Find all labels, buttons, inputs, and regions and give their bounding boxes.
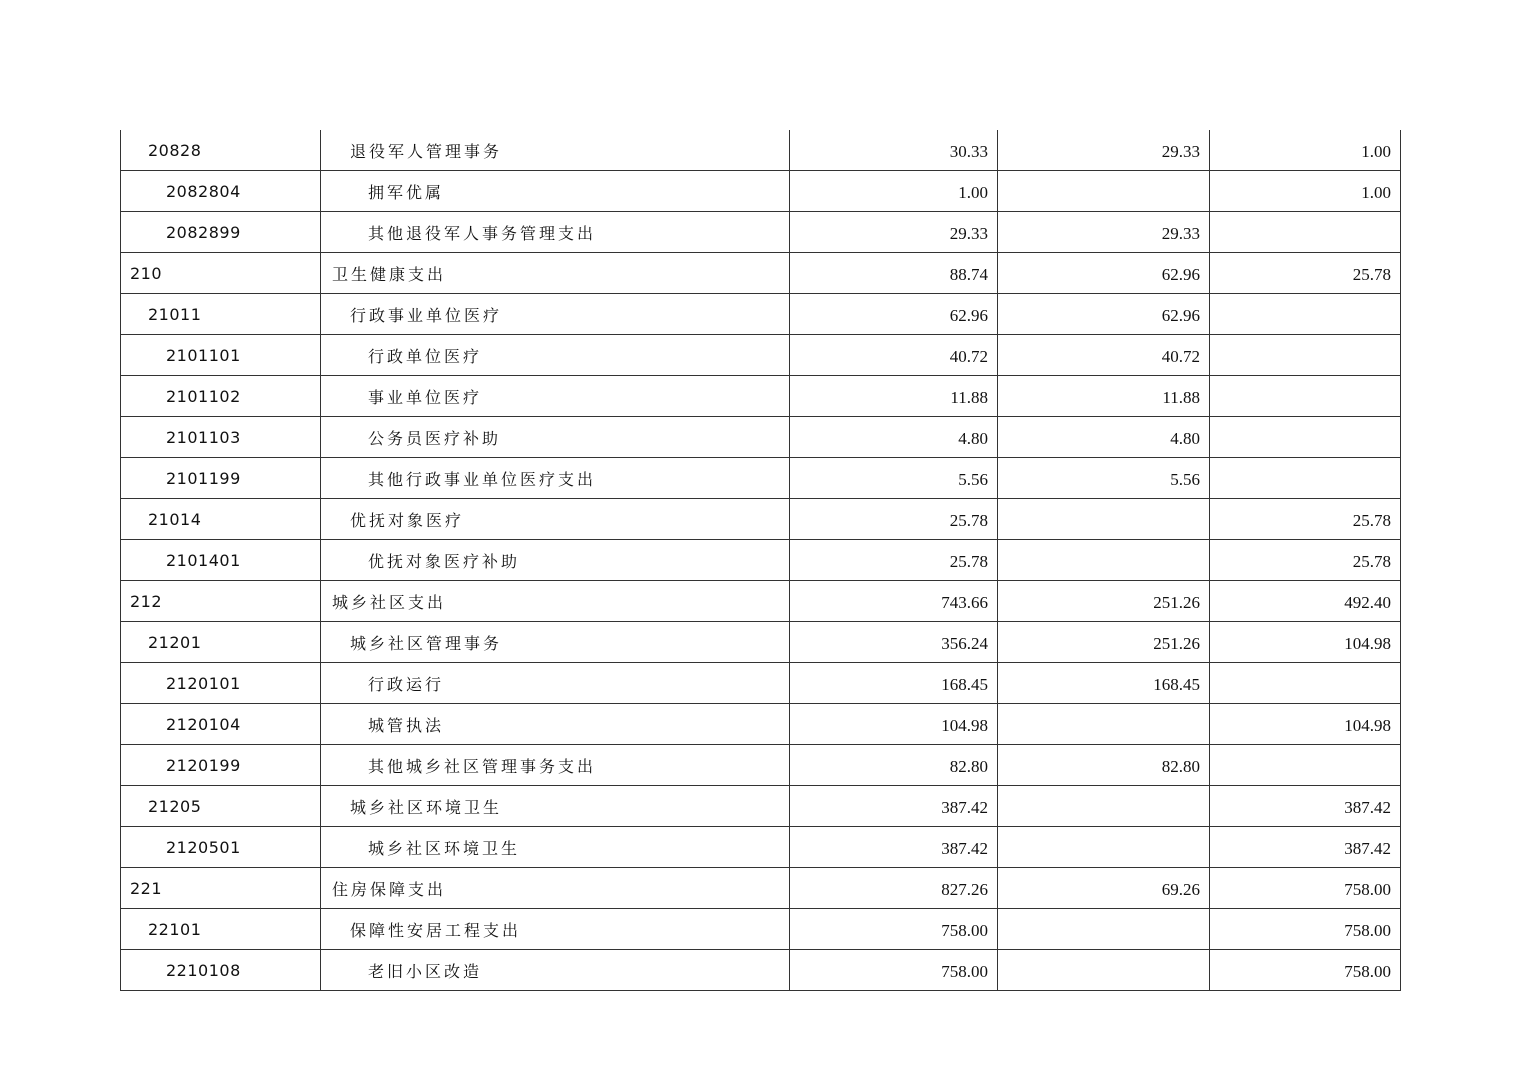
- project-expenditure-cell: 104.98: [1210, 704, 1401, 745]
- total-amount-cell: 104.98: [790, 704, 998, 745]
- project-expenditure-cell: [1210, 212, 1401, 253]
- total-amount-cell: 827.26: [790, 868, 998, 909]
- table-row: [121, 212, 1401, 253]
- basic-expenditure-cell: 69.26: [998, 868, 1210, 909]
- account-code-cell: 21201: [121, 622, 321, 663]
- table-row: [121, 704, 1401, 745]
- project-expenditure-cell: 387.42: [1210, 786, 1401, 827]
- project-expenditure-cell: [1210, 335, 1401, 376]
- table-row: [121, 130, 1401, 171]
- basic-expenditure-cell: 62.96: [998, 294, 1210, 335]
- total-amount-cell: 758.00: [790, 950, 998, 991]
- basic-expenditure-cell: 251.26: [998, 581, 1210, 622]
- basic-expenditure-cell: 11.88: [998, 376, 1210, 417]
- table-row: [121, 581, 1401, 622]
- table-row: [121, 622, 1401, 663]
- project-expenditure-cell: [1210, 663, 1401, 704]
- project-expenditure-cell: 758.00: [1210, 909, 1401, 950]
- table-row: [121, 827, 1401, 868]
- project-expenditure-cell: [1210, 417, 1401, 458]
- table-row: [121, 376, 1401, 417]
- total-amount-cell: 387.42: [790, 827, 998, 868]
- project-expenditure-cell: 1.00: [1210, 171, 1401, 212]
- project-expenditure-cell: 758.00: [1210, 950, 1401, 991]
- account-name-cell: 退役军人管理事务: [321, 130, 790, 171]
- account-name-cell: 其他城乡社区管理事务支出: [321, 745, 790, 786]
- basic-expenditure-cell: 251.26: [998, 622, 1210, 663]
- account-code-cell: 21205: [121, 786, 321, 827]
- budget-table-page: [120, 130, 1400, 991]
- account-code-cell: 2120199: [121, 745, 321, 786]
- table-row: [121, 417, 1401, 458]
- account-name-cell: 城管执法: [321, 704, 790, 745]
- account-code-cell: 2210108: [121, 950, 321, 991]
- basic-expenditure-cell: 29.33: [998, 130, 1210, 171]
- table-row: [121, 335, 1401, 376]
- account-code-cell: 2120101: [121, 663, 321, 704]
- table-row: [121, 745, 1401, 786]
- account-code-cell: 2101401: [121, 540, 321, 581]
- account-code-cell: 22101: [121, 909, 321, 950]
- account-name-cell: 住房保障支出: [321, 868, 790, 909]
- total-amount-cell: 29.33: [790, 212, 998, 253]
- total-amount-cell: 387.42: [790, 786, 998, 827]
- project-expenditure-cell: 758.00: [1210, 868, 1401, 909]
- project-expenditure-cell: [1210, 376, 1401, 417]
- basic-expenditure-cell: [998, 171, 1210, 212]
- total-amount-cell: 356.24: [790, 622, 998, 663]
- basic-expenditure-cell: 168.45: [998, 663, 1210, 704]
- total-amount-cell: 743.66: [790, 581, 998, 622]
- account-code-cell: 21014: [121, 499, 321, 540]
- project-expenditure-cell: [1210, 294, 1401, 335]
- total-amount-cell: 11.88: [790, 376, 998, 417]
- account-name-cell: 其他行政事业单位医疗支出: [321, 458, 790, 499]
- basic-expenditure-cell: [998, 909, 1210, 950]
- basic-expenditure-cell: [998, 827, 1210, 868]
- account-name-cell: 城乡社区支出: [321, 581, 790, 622]
- account-code-cell: 2101103: [121, 417, 321, 458]
- account-name-cell: 卫生健康支出: [321, 253, 790, 294]
- account-code-cell: 2101199: [121, 458, 321, 499]
- account-name-cell: 城乡社区环境卫生: [321, 827, 790, 868]
- basic-expenditure-cell: [998, 950, 1210, 991]
- account-name-cell: 保障性安居工程支出: [321, 909, 790, 950]
- account-code-cell: 2120104: [121, 704, 321, 745]
- basic-expenditure-cell: [998, 704, 1210, 745]
- project-expenditure-cell: 492.40: [1210, 581, 1401, 622]
- project-expenditure-cell: 25.78: [1210, 253, 1401, 294]
- total-amount-cell: 5.56: [790, 458, 998, 499]
- basic-expenditure-cell: 62.96: [998, 253, 1210, 294]
- account-name-cell: 优抚对象医疗: [321, 499, 790, 540]
- account-name-cell: 其他退役军人事务管理支出: [321, 212, 790, 253]
- total-amount-cell: 62.96: [790, 294, 998, 335]
- project-expenditure-cell: 25.78: [1210, 540, 1401, 581]
- project-expenditure-cell: 104.98: [1210, 622, 1401, 663]
- account-code-cell: 2082899: [121, 212, 321, 253]
- total-amount-cell: 88.74: [790, 253, 998, 294]
- basic-expenditure-cell: [998, 786, 1210, 827]
- project-expenditure-cell: [1210, 745, 1401, 786]
- table-row: [121, 458, 1401, 499]
- basic-expenditure-cell: 29.33: [998, 212, 1210, 253]
- basic-expenditure-cell: [998, 499, 1210, 540]
- account-code-cell: 210: [121, 253, 321, 294]
- account-name-cell: 行政单位医疗: [321, 335, 790, 376]
- account-code-cell: 221: [121, 868, 321, 909]
- account-name-cell: 优抚对象医疗补助: [321, 540, 790, 581]
- account-name-cell: 行政运行: [321, 663, 790, 704]
- account-name-cell: 行政事业单位医疗: [321, 294, 790, 335]
- account-name-cell: 拥军优属: [321, 171, 790, 212]
- basic-expenditure-cell: 82.80: [998, 745, 1210, 786]
- basic-expenditure-cell: [998, 540, 1210, 581]
- table-row: [121, 499, 1401, 540]
- account-code-cell: 212: [121, 581, 321, 622]
- total-amount-cell: 4.80: [790, 417, 998, 458]
- account-code-cell: 21011: [121, 294, 321, 335]
- account-name-cell: 老旧小区改造: [321, 950, 790, 991]
- table-row: [121, 909, 1401, 950]
- table-body: [121, 130, 1401, 991]
- total-amount-cell: 40.72: [790, 335, 998, 376]
- basic-expenditure-cell: 4.80: [998, 417, 1210, 458]
- table-row: [121, 786, 1401, 827]
- account-code-cell: 2120501: [121, 827, 321, 868]
- basic-expenditure-cell: 5.56: [998, 458, 1210, 499]
- account-code-cell: 2101102: [121, 376, 321, 417]
- table-row: [121, 253, 1401, 294]
- basic-expenditure-cell: 40.72: [998, 335, 1210, 376]
- project-expenditure-cell: 25.78: [1210, 499, 1401, 540]
- table-row: [121, 540, 1401, 581]
- account-name-cell: 公务员医疗补助: [321, 417, 790, 458]
- table-row: [121, 171, 1401, 212]
- project-expenditure-cell: 387.42: [1210, 827, 1401, 868]
- project-expenditure-cell: 1.00: [1210, 130, 1401, 171]
- total-amount-cell: 30.33: [790, 130, 998, 171]
- account-name-cell: 城乡社区管理事务: [321, 622, 790, 663]
- account-code-cell: 20828: [121, 130, 321, 171]
- expenditure-table: [120, 130, 1401, 991]
- account-name-cell: 事业单位医疗: [321, 376, 790, 417]
- project-expenditure-cell: [1210, 458, 1401, 499]
- account-name-cell: 城乡社区环境卫生: [321, 786, 790, 827]
- account-code-cell: 2101101: [121, 335, 321, 376]
- total-amount-cell: 758.00: [790, 909, 998, 950]
- total-amount-cell: 25.78: [790, 499, 998, 540]
- total-amount-cell: 25.78: [790, 540, 998, 581]
- total-amount-cell: 82.80: [790, 745, 998, 786]
- total-amount-cell: 1.00: [790, 171, 998, 212]
- table-row: [121, 294, 1401, 335]
- table-row: [121, 868, 1401, 909]
- total-amount-cell: 168.45: [790, 663, 998, 704]
- table-row: [121, 663, 1401, 704]
- account-code-cell: 2082804: [121, 171, 321, 212]
- table-row: [121, 950, 1401, 991]
